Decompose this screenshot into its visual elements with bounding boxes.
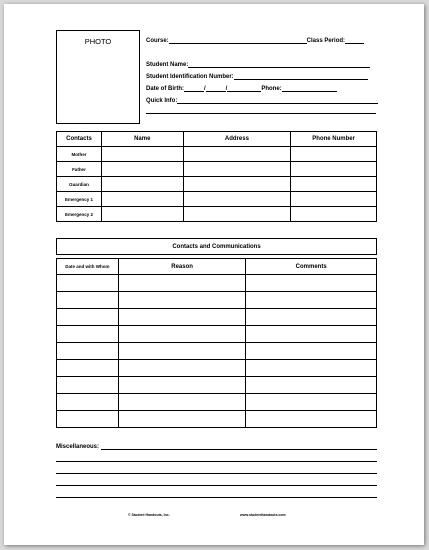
reason-cell[interactable]: [118, 343, 246, 360]
miscellaneous-label: Miscellaneous:: [56, 444, 100, 450]
miscellaneous-line: [56, 440, 377, 450]
class-period-field[interactable]: [345, 36, 364, 44]
date-cell[interactable]: [57, 394, 119, 411]
address-cell[interactable]: [183, 147, 291, 162]
name-cell[interactable]: [101, 177, 183, 192]
student-name-label: Student Name:: [146, 62, 189, 68]
name-cell[interactable]: [101, 162, 183, 177]
header-name: Name: [101, 132, 183, 147]
date-cell[interactable]: [57, 292, 119, 309]
address-cell[interactable]: [183, 192, 291, 207]
comments-cell[interactable]: [246, 309, 377, 326]
footer-copyright: © Student Handouts, Inc.: [128, 513, 170, 517]
table-row: [57, 147, 377, 162]
dob-label: Date of Birth:: [146, 86, 184, 92]
phone-field[interactable]: [282, 84, 337, 92]
name-cell[interactable]: [101, 147, 183, 162]
date-cell[interactable]: [57, 377, 119, 394]
date-cell[interactable]: [57, 326, 119, 343]
comments-cell[interactable]: [246, 292, 377, 309]
phone-cell[interactable]: [291, 177, 377, 192]
header-comments: Comments: [246, 259, 377, 275]
misc-line-4[interactable]: [56, 485, 377, 486]
photo-box: [56, 30, 140, 124]
table-row: [57, 275, 377, 292]
course-label: Course:: [146, 38, 169, 44]
reason-cell[interactable]: [118, 292, 246, 309]
row-label-guardian: Guardian: [57, 177, 102, 192]
header-contacts: Contacts: [57, 132, 102, 147]
table-row: [57, 326, 377, 343]
dob-month-field[interactable]: [184, 84, 204, 92]
header-reason: Reason: [118, 259, 246, 275]
photo-label: PHOTO: [84, 37, 112, 46]
table-row: [57, 377, 377, 394]
dob-day-field[interactable]: [206, 84, 226, 92]
header-phone-number: Phone Number: [291, 132, 377, 147]
student-id-field[interactable]: [234, 72, 368, 80]
comments-cell[interactable]: [246, 275, 377, 292]
reason-cell[interactable]: [118, 275, 246, 292]
quick-info-label: Quick Info:: [146, 98, 178, 104]
comments-cell[interactable]: [246, 326, 377, 343]
row-label-emergency-2: Emergency 2: [57, 207, 102, 222]
dob-year-field[interactable]: [227, 84, 261, 92]
header-address: Address: [183, 132, 291, 147]
course-line: [146, 32, 364, 44]
table-row: [57, 192, 377, 207]
phone-cell[interactable]: [291, 147, 377, 162]
misc-line-5[interactable]: [56, 497, 377, 498]
address-cell[interactable]: [183, 177, 291, 192]
comments-cell[interactable]: [246, 343, 377, 360]
quick-info-line-2[interactable]: [146, 113, 376, 114]
communications-title: [56, 238, 377, 255]
date-cell[interactable]: [57, 360, 119, 377]
phone-cell[interactable]: [291, 207, 377, 222]
comments-cell[interactable]: [246, 394, 377, 411]
dob-phone-line: [146, 80, 337, 92]
student-id-label: Student Identification Number:: [146, 74, 234, 80]
row-label-mother: Mother: [57, 147, 102, 162]
reason-cell[interactable]: [118, 411, 246, 428]
name-cell[interactable]: [101, 207, 183, 222]
row-label-emergency-1: Emergency 1: [57, 192, 102, 207]
comments-cell[interactable]: [246, 360, 377, 377]
name-cell[interactable]: [101, 192, 183, 207]
communications-header-row: [57, 259, 377, 275]
comments-cell[interactable]: [246, 377, 377, 394]
row-label-father: Father: [57, 162, 102, 177]
student-id-line: [146, 68, 368, 80]
phone-cell[interactable]: [291, 192, 377, 207]
reason-cell[interactable]: [118, 326, 246, 343]
communications-table: [56, 258, 377, 428]
miscellaneous-field[interactable]: [101, 442, 377, 450]
header-date-and-with-whom: Date and with Whom: [57, 259, 119, 275]
reason-cell[interactable]: [118, 360, 246, 377]
table-row: [57, 292, 377, 309]
phone-cell[interactable]: [291, 162, 377, 177]
class-period-label: Class Period:: [306, 38, 346, 44]
dob-separator-1: /: [204, 86, 206, 92]
table-row: [57, 394, 377, 411]
phone-label: Phone:: [261, 86, 282, 92]
reason-cell[interactable]: [118, 309, 246, 326]
contacts-table: [56, 131, 377, 222]
misc-line-3[interactable]: [56, 473, 377, 474]
quick-info-field[interactable]: [177, 96, 378, 104]
footer-url: www.studenthandouts.com: [240, 513, 286, 517]
reason-cell[interactable]: [118, 394, 246, 411]
table-row: [57, 207, 377, 222]
comments-cell[interactable]: [246, 411, 377, 428]
student-name-field[interactable]: [188, 60, 370, 68]
course-field[interactable]: [169, 36, 307, 44]
communications-title-text: Contacts and Communications: [172, 243, 261, 250]
address-cell[interactable]: [183, 207, 291, 222]
table-row: [57, 309, 377, 326]
address-cell[interactable]: [183, 162, 291, 177]
student-name-line: [146, 56, 370, 68]
date-cell[interactable]: [57, 275, 119, 292]
table-row: [57, 411, 377, 428]
date-cell[interactable]: [57, 309, 119, 326]
date-cell[interactable]: [57, 343, 119, 360]
quick-info-line: [146, 92, 378, 104]
dob-separator-2: /: [225, 86, 228, 92]
table-row: [57, 162, 377, 177]
worksheet-page: [4, 4, 424, 545]
reason-cell[interactable]: [118, 377, 246, 394]
date-cell[interactable]: [57, 411, 119, 428]
table-row: [57, 343, 377, 360]
contacts-header-row: [57, 132, 377, 147]
table-row: [57, 177, 377, 192]
table-row: [57, 360, 377, 377]
misc-line-2[interactable]: [56, 461, 377, 462]
